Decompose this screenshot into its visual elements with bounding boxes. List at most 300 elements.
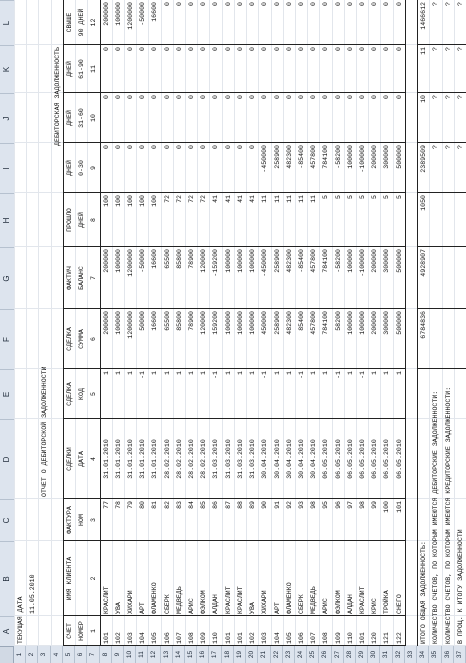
row-header-12[interactable]: 12 (148, 646, 160, 663)
data-cell[interactable]: 482300 (285, 311, 293, 335)
column-header-k[interactable]: K (0, 45, 14, 93)
data-cell[interactable]: 41 (212, 195, 220, 203)
data-cell[interactable]: 28.02.2010 (200, 439, 208, 479)
header-cell[interactable]: НОМ (78, 514, 86, 526)
data-cell[interactable]: 72 (175, 195, 183, 203)
data-cell[interactable]: ФЭЛКОМ (334, 590, 342, 614)
data-cell[interactable]: 457800 (310, 311, 318, 335)
data-cell[interactable]: 0 (200, 95, 208, 99)
data-cell[interactable]: 100000 (359, 311, 367, 335)
header-cell[interactable]: БАЛАНС (78, 266, 86, 290)
header-cell[interactable] (76, 543, 87, 614)
header-cell[interactable]: СУММА (78, 329, 86, 349)
data-cell[interactable]: -1 (359, 371, 367, 379)
column-header-j[interactable]: J (0, 93, 14, 143)
data-cell[interactable]: 0 (114, 95, 122, 99)
data-cell[interactable]: 1200000 (126, 311, 134, 339)
row-header-21[interactable]: 21 (258, 646, 270, 663)
column-header-d[interactable]: D (0, 419, 14, 499)
data-cell[interactable]: 100000 (114, 249, 122, 273)
data-cell[interactable]: 5 (383, 195, 391, 199)
data-cell[interactable]: 31.03.2010 (224, 439, 232, 479)
row-header-14[interactable]: 14 (173, 646, 185, 663)
data-cell[interactable]: 5 (395, 195, 403, 199)
data-cell[interactable]: 120000 (200, 249, 208, 273)
data-cell[interactable]: 103 (126, 632, 134, 644)
data-cell[interactable]: 101 (224, 632, 232, 644)
data-cell[interactable]: 101 (102, 632, 110, 644)
data-cell[interactable]: 1 (249, 371, 257, 375)
data-cell[interactable]: 0 (236, 95, 244, 99)
data-cell[interactable]: 58200 (334, 311, 342, 331)
data-cell[interactable]: 0 (346, 47, 354, 51)
data-cell[interactable]: 78900 (188, 249, 196, 269)
row-header-29[interactable]: 29 (356, 646, 368, 663)
data-cell[interactable]: 31.03.2010 (236, 439, 244, 479)
summary-value[interactable]: ? (444, 95, 452, 99)
data-cell[interactable]: 0 (188, 2, 196, 6)
data-cell[interactable]: 0 (236, 47, 244, 51)
cell-grid[interactable] (14, 0, 466, 646)
data-cell[interactable]: 96 (334, 501, 342, 509)
summary-value[interactable]: ? (432, 95, 440, 99)
column-header-i[interactable]: I (0, 143, 14, 193)
row-header-6[interactable]: 6 (75, 646, 87, 663)
data-cell[interactable]: 500000 (395, 249, 403, 273)
data-cell[interactable]: 06.05.2010 (334, 439, 342, 479)
data-cell[interactable]: 30.04.2010 (285, 439, 293, 479)
data-cell[interactable]: 1 (102, 371, 110, 375)
data-cell[interactable]: 87 (224, 501, 232, 509)
data-cell[interactable]: 41 (236, 195, 244, 203)
data-cell[interactable]: 1 (114, 371, 122, 375)
data-cell[interactable]: ТРОЙКА (383, 590, 391, 614)
data-cell[interactable]: 0 (395, 2, 403, 6)
data-cell[interactable]: 06.05.2010 (383, 439, 391, 479)
data-cell[interactable]: 78 (114, 501, 122, 509)
row-header-18[interactable]: 18 (222, 646, 234, 663)
data-cell[interactable]: 06.05.2010 (346, 439, 354, 479)
data-cell[interactable]: 100 (383, 501, 391, 513)
data-cell[interactable]: 1 (322, 371, 330, 375)
data-cell[interactable]: -1 (212, 371, 220, 379)
data-cell[interactable]: 109 (200, 632, 208, 644)
data-cell[interactable]: 105 (285, 632, 293, 644)
summary-value[interactable] (430, 311, 441, 367)
data-cell[interactable]: АРТ (139, 602, 147, 614)
summary-value[interactable]: ? (456, 47, 464, 51)
summary-value[interactable] (455, 311, 466, 367)
data-cell[interactable]: 200000 (371, 249, 379, 273)
data-cell[interactable]: 0 (188, 47, 196, 51)
data-cell[interactable]: 0 (383, 47, 391, 51)
header-cell[interactable]: СДЕЛКИ (65, 447, 73, 471)
data-cell[interactable]: 31.01.2010 (114, 439, 122, 479)
row-header-19[interactable]: 19 (234, 646, 246, 663)
data-cell[interactable]: 0 (322, 2, 330, 6)
data-cell[interactable]: 258900 (273, 249, 281, 273)
row-header-36[interactable]: 36 (442, 646, 454, 663)
column-header-f[interactable]: F (0, 309, 14, 369)
data-cell[interactable]: 101 (395, 501, 403, 513)
summary-value[interactable]: ? (456, 95, 464, 99)
data-cell[interactable]: 06.05.2010 (395, 439, 403, 479)
row-header-7[interactable]: 7 (87, 646, 99, 663)
data-cell[interactable]: 0 (359, 95, 367, 99)
header-cell[interactable]: ДНЕЙ (65, 110, 73, 126)
data-cell[interactable]: 105 (151, 632, 159, 644)
row-header-25[interactable]: 25 (307, 646, 319, 663)
data-cell[interactable]: СНЕГО (395, 594, 403, 614)
data-cell[interactable]: 0 (151, 47, 159, 51)
data-cell[interactable]: 0 (285, 2, 293, 6)
data-cell[interactable]: 0 (139, 47, 147, 51)
row-header-8[interactable]: 8 (100, 646, 112, 663)
summary-value[interactable]: 1466612 (420, 2, 428, 30)
column-number-cell[interactable]: 8 (90, 218, 98, 222)
data-cell[interactable]: 5 (346, 195, 354, 199)
data-cell[interactable]: 1 (383, 371, 391, 375)
data-cell[interactable]: 0 (139, 145, 147, 149)
data-cell[interactable]: 0 (102, 47, 110, 51)
column-number-cell[interactable]: 10 (90, 114, 98, 122)
data-cell[interactable]: 0 (212, 2, 220, 6)
column-number-cell[interactable]: 9 (90, 166, 98, 170)
data-cell[interactable]: 0 (383, 2, 391, 6)
data-cell[interactable]: 06.05.2010 (359, 439, 367, 479)
data-cell[interactable]: МЕДВЕДЬ (175, 586, 183, 614)
data-cell[interactable]: 784100 (322, 249, 330, 273)
data-cell[interactable]: 500000 (395, 311, 403, 335)
summary-value[interactable]: ? (456, 2, 464, 6)
row-header-27[interactable]: 27 (332, 646, 344, 663)
row-header-17[interactable]: 17 (209, 646, 221, 663)
data-cell[interactable]: 0 (114, 47, 122, 51)
header-cell[interactable]: ФАКТУРА (65, 506, 73, 534)
header-cell[interactable]: 61-90 (78, 59, 86, 79)
data-cell[interactable]: 0 (297, 47, 305, 51)
data-cell[interactable]: 0 (346, 95, 354, 99)
data-cell[interactable]: 110 (212, 632, 220, 644)
data-cell[interactable]: 0 (175, 47, 183, 51)
summary-label[interactable]: КОЛИЧЕСТВО СЧЕТОВ, ПО КОТОРЫМ ИМЕЮТСЯ ДЕБИТОРСКИЕ ЗАДОЛЖЕННОСТИ: (432, 390, 440, 644)
data-cell[interactable]: 0 (236, 2, 244, 6)
data-cell[interactable]: 100 (139, 195, 147, 207)
summary-value[interactable] (443, 311, 454, 367)
data-cell[interactable]: 98 (359, 501, 367, 509)
data-cell[interactable]: 0 (224, 2, 232, 6)
data-cell[interactable]: 1 (346, 371, 354, 375)
data-cell[interactable]: АРИС (188, 598, 196, 614)
data-cell[interactable]: 30.04.2010 (310, 439, 318, 479)
summary-value[interactable]: ? (444, 145, 452, 149)
row-header-1[interactable]: 1 (14, 646, 26, 663)
data-cell[interactable]: 92 (285, 501, 293, 509)
row-header-34[interactable]: 34 (417, 646, 429, 663)
column-header-g[interactable]: G (0, 247, 14, 309)
report-title[interactable]: ОТЧЕТ О ДЕБИТОРСКОЙ ЗАДОЛЖЕННОСТИ (41, 366, 49, 497)
header-cell[interactable]: СДЕЛКА (65, 382, 73, 406)
data-cell[interactable]: 11 (297, 195, 305, 203)
row-header-2[interactable]: 2 (26, 646, 38, 663)
row-header-5[interactable]: 5 (63, 646, 75, 663)
data-cell[interactable]: 784100 (322, 311, 330, 335)
data-cell[interactable]: 0 (334, 2, 342, 6)
data-cell[interactable]: 0 (261, 47, 269, 51)
data-cell[interactable]: 0 (224, 47, 232, 51)
data-cell[interactable]: 0 (175, 2, 183, 6)
data-cell[interactable]: 72 (188, 195, 196, 203)
data-cell[interactable]: 200000 (102, 249, 110, 273)
header-cell[interactable]: НОМЕР (78, 621, 86, 641)
data-cell[interactable]: 5 (322, 195, 330, 199)
summary-value[interactable]: 4928907 (420, 249, 428, 277)
data-cell[interactable]: 0 (310, 95, 318, 99)
data-cell[interactable]: 28.02.2010 (163, 439, 171, 479)
data-cell[interactable]: 0 (175, 145, 183, 149)
data-cell[interactable]: 0 (322, 95, 330, 99)
data-cell[interactable]: КРАСЛИТ (359, 586, 367, 614)
summary-label[interactable]: ИТОГО ОБЩАЯ ЗАДОЛЖЕННОСТЬ: (420, 541, 428, 644)
data-cell[interactable]: -450000 (261, 249, 269, 277)
data-cell[interactable]: 0 (163, 2, 171, 6)
data-cell[interactable]: 0 (261, 2, 269, 6)
data-cell[interactable]: 30.04.2010 (297, 439, 305, 479)
data-cell[interactable]: 457800 (310, 249, 318, 273)
data-cell[interactable]: 104 (139, 632, 147, 644)
column-header-a[interactable]: A (0, 616, 14, 646)
data-cell[interactable]: 16600 (151, 311, 159, 331)
data-cell[interactable]: 100000 (249, 249, 257, 273)
data-cell[interactable]: 258900 (273, 311, 281, 335)
summary-value[interactable] (443, 249, 454, 307)
data-cell[interactable]: 1 (224, 371, 232, 375)
data-cell[interactable]: -159200 (212, 249, 220, 277)
data-cell[interactable]: 0 (249, 2, 257, 6)
data-cell[interactable]: 0 (188, 145, 196, 149)
data-cell[interactable]: -1 (139, 371, 147, 379)
data-cell[interactable]: 1200000 (126, 2, 134, 30)
data-cell[interactable]: 0 (297, 95, 305, 99)
column-number-cell[interactable]: 3 (90, 518, 98, 522)
data-cell[interactable]: 100000 (236, 311, 244, 335)
header-cell[interactable]: ПРОШЛО (65, 208, 73, 232)
data-cell[interactable]: 5 (359, 195, 367, 199)
data-cell[interactable]: 0 (212, 145, 220, 149)
header-cell[interactable]: ДНЕЙ (78, 212, 86, 228)
data-cell[interactable]: СБЕРК (297, 594, 305, 614)
data-cell[interactable]: 5 (334, 195, 342, 199)
data-cell[interactable]: 107 (310, 632, 318, 644)
row-header-24[interactable]: 24 (295, 646, 307, 663)
data-cell[interactable]: 0 (224, 95, 232, 99)
data-cell[interactable]: 0 (273, 95, 281, 99)
data-cell[interactable]: -100000 (359, 249, 367, 277)
data-cell[interactable]: 0 (371, 47, 379, 51)
data-cell[interactable]: 11 (310, 195, 318, 203)
data-cell[interactable]: 121 (383, 632, 391, 644)
summary-value[interactable] (455, 195, 466, 245)
data-cell[interactable]: 0 (212, 95, 220, 99)
header-cell[interactable]: ДНЕЙ (65, 160, 73, 176)
column-number-cell[interactable]: 12 (90, 18, 98, 27)
data-cell[interactable]: АРТ (273, 602, 281, 614)
data-cell[interactable]: 1 (371, 371, 379, 375)
data-cell[interactable]: 1 (310, 371, 318, 375)
header-cell[interactable]: 90 ДНЕЙ (78, 8, 86, 37)
data-cell[interactable]: 120000 (200, 311, 208, 335)
data-cell[interactable]: 31.01.2010 (102, 439, 110, 479)
data-cell[interactable]: 101 (236, 632, 244, 644)
summary-value[interactable] (443, 195, 454, 245)
data-cell[interactable]: 0 (163, 47, 171, 51)
data-cell[interactable]: 103 (261, 632, 269, 644)
data-cell[interactable]: 122 (395, 632, 403, 644)
row-header-22[interactable]: 22 (271, 646, 283, 663)
data-cell[interactable]: 0 (126, 95, 134, 99)
row-header-13[interactable]: 13 (161, 646, 173, 663)
data-cell[interactable]: 110 (346, 632, 354, 644)
data-cell[interactable]: 31.03.2010 (249, 439, 257, 479)
data-cell[interactable]: 0 (200, 47, 208, 51)
data-cell[interactable]: 86 (212, 501, 220, 509)
data-cell[interactable]: 80 (139, 501, 147, 509)
data-cell[interactable]: 0 (151, 95, 159, 99)
row-header-30[interactable]: 30 (368, 646, 380, 663)
data-cell[interactable]: 300000 (383, 145, 391, 169)
data-cell[interactable]: 1 (188, 371, 196, 375)
current-date-cell[interactable]: 11.05.2010 (29, 574, 37, 614)
data-cell[interactable]: -58200 (334, 145, 342, 169)
data-cell[interactable]: 500000 (395, 145, 403, 169)
data-cell[interactable]: 65500 (163, 311, 171, 331)
data-cell[interactable]: СБЕРК (163, 594, 171, 614)
data-cell[interactable]: 31.03.2010 (212, 439, 220, 479)
data-cell[interactable]: 88 (236, 501, 244, 509)
data-cell[interactable]: 482300 (285, 145, 293, 169)
data-cell[interactable]: 11 (261, 195, 269, 203)
data-cell[interactable]: 41 (224, 195, 232, 203)
data-cell[interactable]: 0 (200, 145, 208, 149)
data-cell[interactable]: 83 (175, 501, 183, 509)
data-cell[interactable]: 11 (285, 195, 293, 203)
data-cell[interactable]: -1 (334, 371, 342, 379)
summary-value[interactable]: 11 (420, 47, 428, 55)
summary-value[interactable]: ? (456, 145, 464, 149)
data-cell[interactable]: 100000 (224, 311, 232, 335)
data-cell[interactable]: ФЛАМЕНКО (151, 582, 159, 614)
data-cell[interactable]: 85400 (297, 311, 305, 331)
data-cell[interactable]: 79 (126, 501, 134, 509)
data-cell[interactable]: 300000 (383, 249, 391, 273)
data-cell[interactable]: 0 (395, 95, 403, 99)
data-cell[interactable]: 85 (200, 501, 208, 509)
data-cell[interactable]: 0 (249, 47, 257, 51)
data-cell[interactable]: 97 (346, 501, 354, 509)
column-number-cell[interactable]: 5 (90, 392, 98, 396)
data-cell[interactable]: -100000 (359, 145, 367, 173)
summary-value[interactable]: 6784836 (420, 311, 428, 339)
data-cell[interactable]: 1 (163, 371, 171, 375)
header-cell[interactable]: ИМЯ КЛИЕНТА (65, 556, 73, 601)
data-cell[interactable]: 450000 (261, 311, 269, 335)
data-cell[interactable]: 11 (273, 195, 281, 203)
row-header-33[interactable]: 33 (405, 646, 417, 663)
data-cell[interactable]: 0 (188, 95, 196, 99)
data-cell[interactable]: -58200 (334, 249, 342, 273)
data-cell[interactable]: 0 (322, 47, 330, 51)
data-cell[interactable]: 784100 (322, 145, 330, 169)
column-number-cell[interactable]: 11 (90, 65, 98, 73)
summary-value[interactable]: 10 (420, 95, 428, 103)
data-cell[interactable]: 16600 (151, 249, 159, 269)
row-header-28[interactable]: 28 (344, 646, 356, 663)
data-cell[interactable]: 100000 (224, 249, 232, 273)
column-header-l[interactable]: L (0, 0, 14, 45)
data-cell[interactable]: -50000 (139, 2, 147, 26)
data-cell[interactable]: ФЭЛКОМ (200, 590, 208, 614)
data-cell[interactable]: 0 (126, 145, 134, 149)
data-cell[interactable]: 41 (249, 195, 257, 203)
select-all-corner[interactable] (0, 646, 14, 663)
data-cell[interactable]: 0 (249, 95, 257, 99)
data-cell[interactable]: 100000 (249, 311, 257, 335)
data-cell[interactable]: 200000 (102, 311, 110, 335)
row-header-37[interactable]: 37 (454, 646, 466, 663)
data-cell[interactable]: 104 (273, 632, 281, 644)
data-cell[interactable]: 0 (163, 95, 171, 99)
row-header-16[interactable]: 16 (197, 646, 209, 663)
data-cell[interactable]: 84 (188, 501, 196, 509)
data-cell[interactable]: 100000 (114, 2, 122, 26)
data-cell[interactable]: 1 (236, 371, 244, 375)
data-cell[interactable]: 0 (359, 47, 367, 51)
data-cell[interactable]: 0 (163, 145, 171, 149)
summary-value[interactable]: 1050 (420, 195, 428, 211)
data-cell[interactable]: 0 (126, 47, 134, 51)
data-cell[interactable]: 98 (310, 501, 318, 509)
row-header-11[interactable]: 11 (136, 646, 148, 663)
data-cell[interactable]: 0 (139, 95, 147, 99)
data-cell[interactable]: 102 (249, 632, 257, 644)
summary-value[interactable] (430, 195, 441, 245)
data-cell[interactable]: -450000 (261, 145, 269, 173)
data-cell[interactable]: 100000 (114, 311, 122, 335)
header-cell[interactable]: СДЕЛКА (65, 327, 73, 351)
summary-value[interactable]: ? (432, 47, 440, 51)
summary-label[interactable]: КОЛИЧЕСТВО СЧЕТОВ, ПО КОТОРЫМ ИМЕЮТСЯ КРЕДИТОРСКИЕ ЗАДОЛЖЕННОСТИ: (444, 386, 452, 644)
data-cell[interactable]: 107 (175, 632, 183, 644)
summary-value[interactable] (455, 249, 466, 307)
summary-value[interactable] (430, 249, 441, 307)
data-cell[interactable]: 0 (273, 47, 281, 51)
data-cell[interactable]: 85800 (175, 311, 183, 331)
data-cell[interactable]: 5 (371, 195, 379, 199)
data-cell[interactable]: 106 (163, 632, 171, 644)
row-header-10[interactable]: 10 (124, 646, 136, 663)
data-cell[interactable]: 1 (285, 371, 293, 375)
column-header-b[interactable]: B (0, 541, 14, 616)
header-cell[interactable]: ФАКТИЧ (65, 266, 73, 290)
data-cell[interactable]: 81 (151, 501, 159, 509)
data-cell[interactable]: 16600 (151, 2, 159, 22)
data-cell[interactable]: 77 (102, 501, 110, 509)
data-cell[interactable]: 0 (310, 47, 318, 51)
data-cell[interactable]: 0 (261, 95, 269, 99)
data-cell[interactable]: 1 (175, 371, 183, 375)
data-cell[interactable]: ХИХАРИ (261, 590, 269, 614)
data-cell[interactable]: 482300 (285, 249, 293, 273)
